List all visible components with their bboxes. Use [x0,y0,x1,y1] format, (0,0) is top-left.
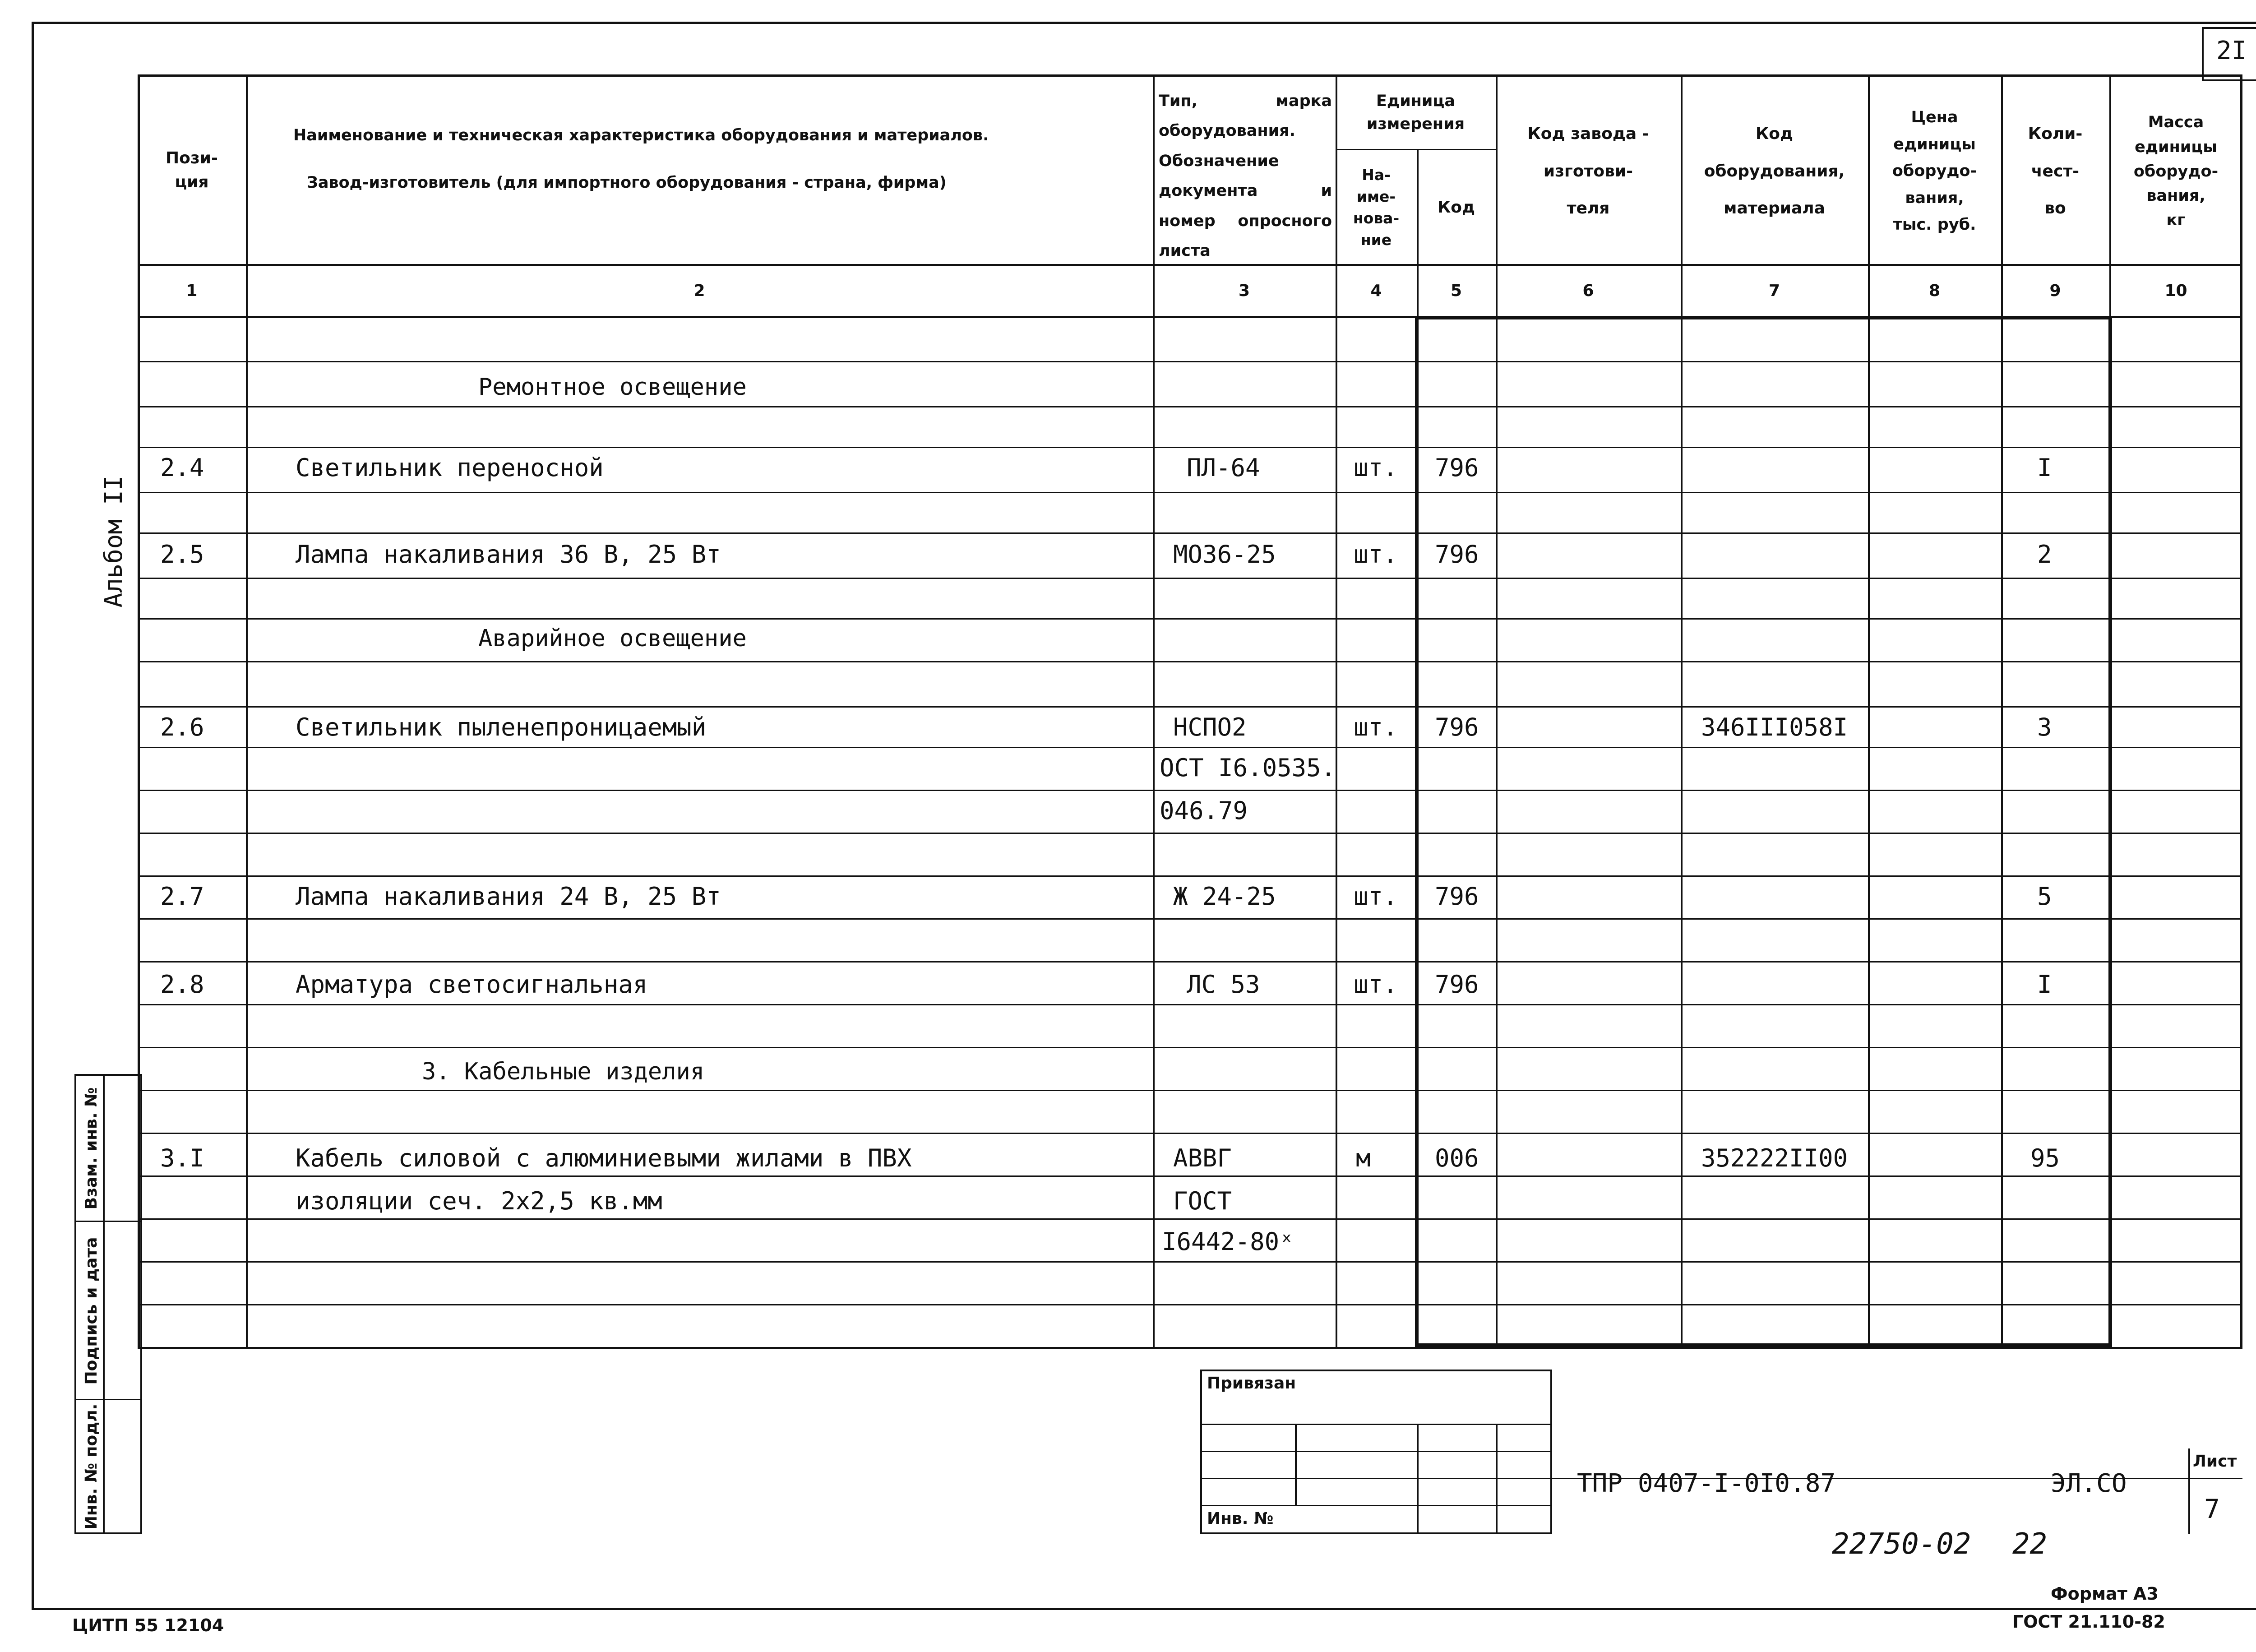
footer-gost: ГОСТ 21.110-82 [2012,1612,2165,1632]
col-num-4: 4 [1370,281,1382,300]
row-2-4-code: 796 [1435,453,1479,482]
doc-code: ТПР 0407-I-0I0.87 [1577,1469,1836,1498]
row-3-1-material-code: 352222II00 [1701,1144,1848,1172]
row-2-8-name: Арматура светосигнальная [296,970,648,999]
col-num-10: 10 [2164,281,2187,300]
col-num-6: 6 [1582,281,1594,300]
row-2-8-type: ЛС 53 [1187,970,1260,999]
row-2-5-type: МО36-25 [1173,540,1276,569]
stamp-original-inv: Инв. № подл. [82,1403,101,1530]
title-block-privyazan: Привязан [1207,1374,1296,1393]
row-2-8-qty: I [2037,970,2052,999]
col-header-unit-group: Единица измерения [1366,92,1465,133]
doc-mark: ЭЛ.СО [2051,1469,2127,1498]
row-2-7-code: 796 [1435,882,1479,911]
row-2-5-qty: 2 [2037,540,2052,569]
row-3-1-type-cont2: I6442-80ˣ [1162,1227,1294,1256]
title-block-inv-no: Инв. № [1207,1509,1274,1528]
row-2-6-name: Светильник пыленепроницаемый [296,713,707,741]
col-header-price: Цена единицы оборудо- вания, тыс. руб. [1892,108,1977,234]
handwritten-archive-number: 22750-02 [1832,1527,1971,1561]
col-header-material-code: Код оборудования, материала [1704,124,1845,218]
col-num-8: 8 [1928,281,1941,300]
row-3-1-pos: 3.I [160,1144,204,1172]
section-heading-emergency-lighting: Аварийное освещение [478,625,747,652]
sheet-number: 7 [2204,1494,2220,1524]
album-label: Альбом II [99,475,128,608]
row-2-6-type-cont2: 046.79 [1160,796,1248,825]
col-header-type: Тип, марка оборудования. Обозначение документа и номер опросного листа [1159,92,1332,260]
row-2-4-type: ПЛ-64 [1187,453,1260,482]
col-header-unit-name: На- име- нова- ние [1353,166,1400,249]
col-header-unit-code: Код [1437,198,1475,217]
row-3-1-code: 006 [1435,1144,1479,1172]
row-2-4-qty: I [2037,453,2052,482]
row-3-1-qty: 95 [2030,1144,2060,1172]
col-num-7: 7 [1768,281,1780,300]
row-2-6-material-code: 346III058I [1701,713,1848,741]
row-2-5-name: Лампа накаливания 36 В, 25 Вт [296,540,721,569]
col-num-9: 9 [2049,281,2061,300]
row-3-1-unit: м [1356,1144,1371,1172]
row-2-6-unit: шт. [1354,713,1398,741]
row-2-5-unit: шт. [1354,540,1398,569]
row-2-4-unit: шт. [1354,453,1398,482]
row-3-1-type-cont1: ГОСТ [1173,1187,1232,1215]
row-2-7-unit: шт. [1354,882,1398,911]
stamp-signature-date: Подпись и дата [82,1237,101,1385]
row-3-1-type: АВВГ [1173,1144,1232,1172]
row-2-6-type-cont1: ОСТ I6.0535. [1160,754,1336,782]
col-header-factory-code: Код завода - изготови- теля [1527,124,1649,218]
row-2-7-qty: 5 [2037,882,2052,911]
bold-data-block [1415,316,2112,1347]
footer-left-code: ЦИТП 55 12104 [72,1615,224,1635]
col-num-1: 1 [186,281,198,300]
row-2-6-code: 796 [1435,713,1479,741]
col-num-5: 5 [1450,281,1462,300]
row-2-4-name: Светильник переносной [296,453,604,482]
row-2-6-type: НСПО2 [1173,713,1247,741]
col-header-name-line1: Наименование и техническая характеристика оборудования и материалов. [293,126,989,144]
col-header-name-line2: Завод-изготовитель (для импортного оборудования - страна, фирма) [307,174,947,192]
col-header-mass: Масса единицы оборудо- вания, кг [2133,113,2219,230]
row-2-5-pos: 2.5 [160,540,204,569]
row-3-1-name-cont: изоляции сеч. 2х2,5 кв.мм [296,1187,662,1215]
row-2-6-pos: 2.6 [160,713,204,741]
section-heading-repair-lighting: Ремонтное освещение [478,374,747,401]
footer-format: Формат А3 [2051,1584,2159,1604]
row-3-1-name: Кабель силовой с алюминиевыми жилами в ПВХ [296,1144,912,1172]
col-num-2: 2 [693,281,705,300]
row-2-8-unit: шт. [1354,970,1398,999]
section-heading-cable-products: 3. Кабельные изделия [422,1058,705,1085]
row-2-4-pos: 2.4 [160,453,204,482]
col-header-quantity: Коли- чест- во [2028,124,2083,218]
corner-page-number: 2I [2216,36,2247,65]
row-2-5-code: 796 [1435,540,1479,569]
row-2-7-type: Ж 24-25 [1173,882,1276,911]
row-2-8-code: 796 [1435,970,1479,999]
col-header-position: Пози- ция [166,149,218,191]
row-2-8-pos: 2.8 [160,970,204,999]
row-2-6-qty: 3 [2037,713,2052,741]
stamp-replacement-inv: Взам. инв. № [82,1087,101,1210]
row-2-7-pos: 2.7 [160,882,204,911]
handwritten-page-number: 22 [2012,1527,2048,1561]
sheet-label: Лист [2193,1452,2237,1471]
col-num-3: 3 [1238,281,1250,300]
row-2-7-name: Лампа накаливания 24 В, 25 Вт [296,882,721,911]
